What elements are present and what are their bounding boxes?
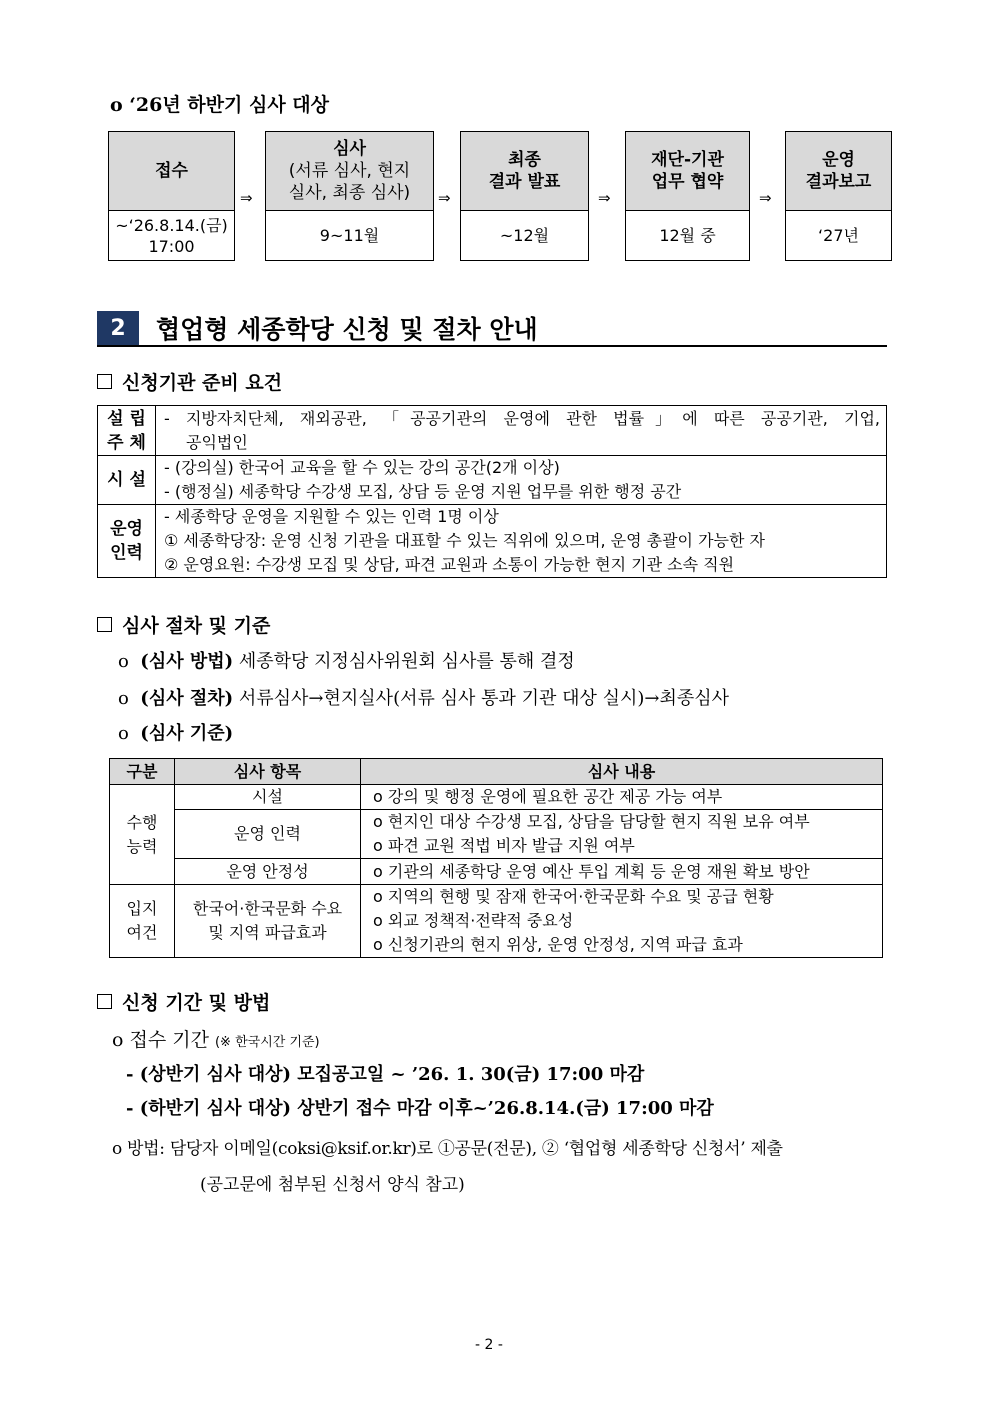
group-location-2: 여건 xyxy=(126,923,158,942)
criteria-row-demand xyxy=(110,885,883,958)
step-review-value: 9~11월 xyxy=(265,211,434,261)
step-agreement-line2: 업무 협약 xyxy=(651,172,724,192)
checkbox-square-icon xyxy=(97,994,112,1009)
criteria-row-stability xyxy=(110,859,883,885)
step-receipt-text: 접수 xyxy=(155,161,188,181)
criteria-group-capability xyxy=(110,785,175,885)
review-procedure-label: (심사 절차) xyxy=(140,688,234,709)
step-report-value: ‘27년 xyxy=(785,211,892,261)
checkbox-square-icon xyxy=(97,617,112,632)
review-method-text: 세종학당 지정심사위원회 심사를 통해 결정 xyxy=(233,651,575,672)
req-row-founder xyxy=(98,406,887,456)
step-agreement-label xyxy=(625,131,750,211)
bullet-icon: o xyxy=(118,688,129,709)
criteria-col-item: 심사 항목 xyxy=(175,759,361,785)
review-procedure xyxy=(118,684,729,710)
application-heading xyxy=(97,988,270,1015)
bullet-icon: o xyxy=(118,723,129,744)
step-report-label xyxy=(785,131,892,211)
period-label: o 접수 기간 xyxy=(112,1029,209,1051)
application-heading-text: 신청 기간 및 방법 xyxy=(122,992,271,1014)
requirements-table xyxy=(97,405,887,578)
criteria-row-facility xyxy=(110,785,883,810)
review-criteria-label: (심사 기준) xyxy=(140,723,234,744)
step-report-line2: 결과보고 xyxy=(805,172,872,192)
schedule-title: o ‘26년 하반기 심사 대상 xyxy=(110,94,330,116)
criteria-content-4: o 기관의 세종학당 운영 예산 투입 계획 등 운영 재원 확보 방안 xyxy=(361,859,883,885)
req-val-facility xyxy=(156,456,887,505)
step-report-line1: 운영 xyxy=(822,150,855,170)
req-key-founder-1: 설 립 xyxy=(107,408,146,429)
req-row-staff xyxy=(98,505,887,578)
review-heading-text: 심사 절차 및 기준 xyxy=(122,615,271,637)
flow-arrow-4: ⇒ xyxy=(759,189,772,207)
review-heading xyxy=(97,611,270,638)
step-receipt-date: ~‘26.8.14.(금) xyxy=(115,215,228,235)
req-key-staff-2: 인력 xyxy=(110,543,143,563)
step-review-label xyxy=(265,131,434,211)
review-method-label: (심사 방법) xyxy=(140,651,234,672)
req-val-staff xyxy=(156,505,887,578)
criteria-col-content: 심사 내용 xyxy=(361,759,883,785)
req-staff-line1: - 세종학당 운영을 지원할 수 있는 인력 1명 이상 xyxy=(164,507,499,526)
criteria-content-location xyxy=(361,885,883,958)
method-note: (공고문에 첨부된 신청서 양식 참고) xyxy=(200,1175,465,1195)
step-result-label xyxy=(460,131,589,211)
req-facility-line2: - (행정실) 세종학당 수강생 모집, 상담 등 운영 지원 업무를 위한 행정 공간 xyxy=(164,482,682,501)
criteria-content-3: o 파견 교원 적법 비자 발급 지원 여부 xyxy=(361,834,883,859)
review-procedure-text: 서류심사→현지실사(서류 심사 통과 기관 대상 실시)→최종심사 xyxy=(233,688,730,709)
group-capability-2: 능력 xyxy=(126,836,158,856)
step-review-line3: 실사, 최종 심사) xyxy=(288,183,411,203)
review-criteria xyxy=(118,719,233,745)
req-staff-line3: ② 운영요원: 수강생 모집 및 상담, 파견 교원과 소통이 가능한 현지 기관 소속 직원 xyxy=(164,555,735,574)
req-key-founder-2: 주 체 xyxy=(107,432,146,453)
period-line xyxy=(112,1025,320,1052)
requirements-heading-text: 신청기관 준비 요건 xyxy=(122,372,283,394)
step-result-value: ~12월 xyxy=(460,211,589,261)
group-location-1: 입지 xyxy=(126,899,158,918)
req-val-founder xyxy=(156,406,887,456)
section-title: 협업형 세종학당 신청 및 절차 안내 xyxy=(156,315,538,344)
step-agreement-value: 12월 중 xyxy=(625,211,750,261)
criteria-row-staff-a xyxy=(110,810,883,835)
item-demand-2: 및 지역 파급효과 xyxy=(208,923,327,942)
criteria-item-facility: 시설 xyxy=(175,785,361,810)
flow-arrow-1: ⇒ xyxy=(240,189,253,207)
group-capability-1: 수행 xyxy=(126,812,158,832)
second-half-period: - (하반기 심사 대상) 상반기 접수 마감 이후~’26.8.14.(금) 17:00 마감 xyxy=(126,1098,714,1119)
req-staff-line2: ① 세종학당장: 운영 신청 기관을 대표할 수 있는 직위에 있으며, 운영 총괄이 가능한 자 xyxy=(164,531,765,550)
flow-arrow-3: ⇒ xyxy=(598,189,611,207)
req-key-founder xyxy=(98,406,156,456)
item-demand-1: 한국어·한국문화 수요 xyxy=(192,899,343,918)
criteria-content-7: o 신청기관의 현지 위상, 운영 안정성, 지역 파급 효과 xyxy=(373,935,743,954)
period-note: (※ 한국시간 기준) xyxy=(214,1035,320,1050)
step-result-line1: 최종 xyxy=(508,150,541,170)
req-key-staff xyxy=(98,505,156,578)
criteria-table xyxy=(109,758,883,958)
step-review-title: 심사 xyxy=(333,139,366,159)
req-key-staff-1: 운영 xyxy=(110,519,143,539)
criteria-header-row xyxy=(110,759,883,785)
req-facility-line1: - (강의실) 한국어 교육을 할 수 있는 강의 공간(2개 이상) xyxy=(164,458,560,477)
req-key-facility: 시 설 xyxy=(98,456,156,505)
step-result-line2: 결과 발표 xyxy=(488,172,561,192)
method-line: o 방법: 담당자 이메일(coksi@ksif.or.kr)로 ①공문(전문), ② ‘협업형 세종학당 신청서’ 제출 xyxy=(112,1139,783,1159)
checkbox-square-icon xyxy=(97,374,112,389)
step-agreement-line1: 재단-기관 xyxy=(651,150,724,170)
step-receipt-time: 17:00 xyxy=(148,236,195,256)
bullet-icon: o xyxy=(118,651,129,672)
section-rule xyxy=(97,345,887,347)
step-receipt-value xyxy=(108,211,235,261)
requirements-heading xyxy=(97,368,282,395)
criteria-item-demand xyxy=(175,885,361,958)
criteria-col-category: 구분 xyxy=(110,759,175,785)
step-review-line2: (서류 심사, 현지 xyxy=(288,161,411,181)
review-method xyxy=(118,647,575,673)
flow-arrow-2: ⇒ xyxy=(438,189,451,207)
criteria-content-2: o 현지인 대상 수강생 모집, 상담을 담당할 현지 직원 보유 여부 xyxy=(361,810,883,835)
criteria-content-1: o 강의 및 행정 운영에 필요한 공간 제공 가능 여부 xyxy=(361,785,883,810)
step-receipt-label xyxy=(108,131,235,211)
first-half-period: - (상반기 심사 대상) 모집공고일 ~ ’26. 1. 30(금) 17:00 마감 xyxy=(126,1064,645,1085)
criteria-content-6: o 외교 정책적·전략적 중요성 xyxy=(373,911,574,930)
req-row-facility xyxy=(98,456,887,505)
section-number: 2 xyxy=(97,311,139,346)
req-founder-line2: 공익법인 xyxy=(186,432,248,452)
criteria-content-5: o 지역의 현행 및 잠재 한국어·한국문화 수요 및 공급 현황 xyxy=(373,887,774,906)
req-founder-line1: - 지방자치단체, 재외공관, 「공공기관의 운영에 관한 법률」에 따른 공공기관, 기업, xyxy=(164,408,880,428)
criteria-item-staff: 운영 인력 xyxy=(175,810,361,859)
criteria-group-location xyxy=(110,885,175,958)
criteria-item-stability: 운영 안정성 xyxy=(175,859,361,885)
page-number: - 2 - xyxy=(475,1337,503,1353)
